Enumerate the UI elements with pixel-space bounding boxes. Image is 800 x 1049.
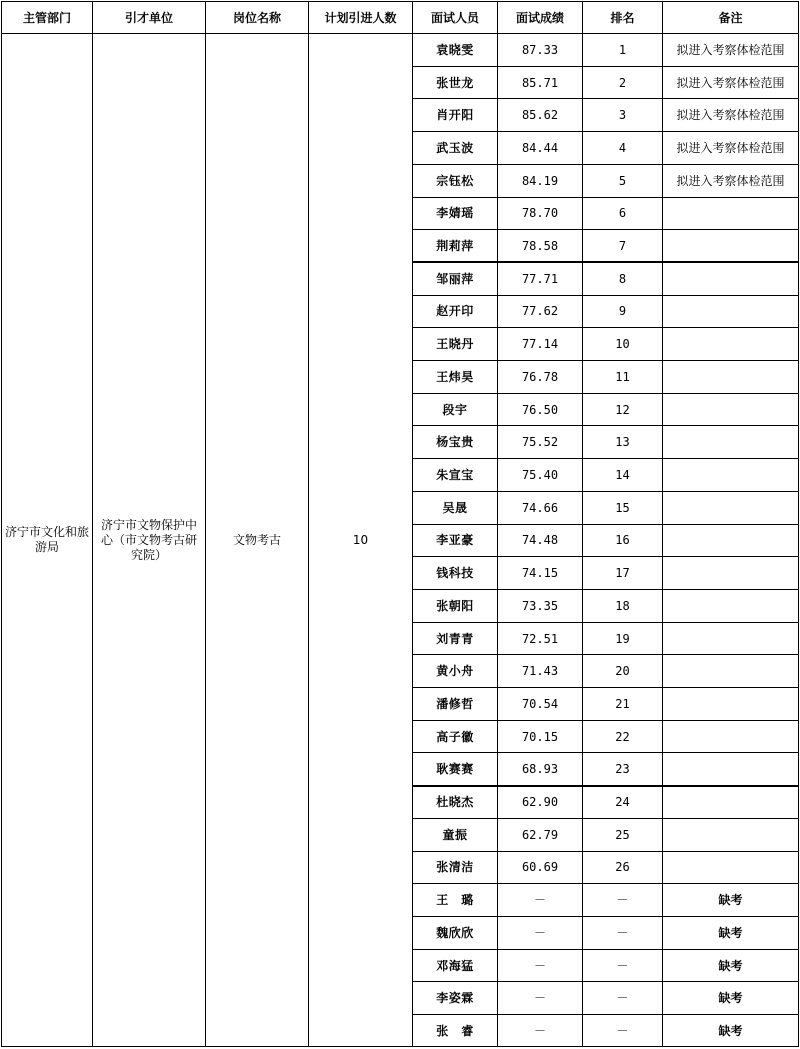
person-name: 袁晓雯 <box>413 34 498 67</box>
remark <box>663 426 799 459</box>
remark <box>663 262 799 295</box>
interview-score: 70.15 <box>498 720 583 753</box>
rank-value: 21 <box>583 688 663 721</box>
interview-score: 76.78 <box>498 361 583 394</box>
remark: 缺考 <box>663 982 799 1015</box>
person-name: 李姿霖 <box>413 982 498 1015</box>
interview-score: － <box>498 1015 583 1047</box>
interview-score: 78.70 <box>498 197 583 230</box>
remark <box>663 851 799 884</box>
person-name: 张清洁 <box>413 851 498 884</box>
interview-score: － <box>498 916 583 949</box>
person-name: 荆莉萍 <box>413 230 498 263</box>
remark <box>663 688 799 721</box>
person-name: 王炜昊 <box>413 361 498 394</box>
interview-score: 68.93 <box>498 753 583 786</box>
person-name: 李亚豪 <box>413 524 498 557</box>
interview-score: 87.33 <box>498 34 583 67</box>
remark <box>663 589 799 622</box>
remark <box>663 459 799 492</box>
rank-value: － <box>583 982 663 1015</box>
person-name: 段宇 <box>413 393 498 426</box>
rank-value: 15 <box>583 491 663 524</box>
interview-score: － <box>498 949 583 982</box>
header-row <box>2 2 799 34</box>
person-name: 杜晓杰 <box>413 786 498 819</box>
person-name: 童振 <box>413 818 498 851</box>
interview-score: 76.50 <box>498 393 583 426</box>
rank-value: － <box>583 884 663 917</box>
header-person: 面试人员 <box>413 2 498 34</box>
interview-score: 60.69 <box>498 851 583 884</box>
interview-score: 71.43 <box>498 655 583 688</box>
header-unit: 引才单位 <box>93 2 206 34</box>
dept-cell: 济宁市文化和旅游局 <box>2 34 93 1047</box>
rank-value: － <box>583 949 663 982</box>
rank-value: 23 <box>583 753 663 786</box>
interview-score: 85.71 <box>498 66 583 99</box>
remark: 拟进入考察体检范围 <box>663 34 799 67</box>
remark: 缺考 <box>663 916 799 949</box>
interview-score: 84.44 <box>498 132 583 165</box>
remark: 缺考 <box>663 1015 799 1047</box>
remark <box>663 361 799 394</box>
person-name: 肖开阳 <box>413 99 498 132</box>
person-name: 吴晟 <box>413 491 498 524</box>
remark <box>663 818 799 851</box>
interview-score: － <box>498 884 583 917</box>
remark <box>663 786 799 819</box>
interview-score: 74.15 <box>498 557 583 590</box>
interview-score: 73.35 <box>498 589 583 622</box>
remark <box>663 720 799 753</box>
remark: 拟进入考察体检范围 <box>663 66 799 99</box>
header-score: 面试成绩 <box>498 2 583 34</box>
post-cell: 文物考古 <box>206 34 309 1047</box>
person-name: 魏欣欣 <box>413 916 498 949</box>
person-name: 刘青青 <box>413 622 498 655</box>
remark <box>663 328 799 361</box>
interview-score: 85.62 <box>498 99 583 132</box>
person-name: 邓海猛 <box>413 949 498 982</box>
rank-value: 7 <box>583 230 663 263</box>
interview-score: 74.66 <box>498 491 583 524</box>
interview-score: 74.48 <box>498 524 583 557</box>
person-name: 王 璐 <box>413 884 498 917</box>
interview-score: 70.54 <box>498 688 583 721</box>
interview-score: － <box>498 982 583 1015</box>
remark <box>663 491 799 524</box>
interview-results-table <box>1 1 799 1047</box>
header-note: 备注 <box>663 2 799 34</box>
remark <box>663 197 799 230</box>
rank-value: 1 <box>583 34 663 67</box>
remark <box>663 524 799 557</box>
interview-score: 62.79 <box>498 818 583 851</box>
rank-value: 17 <box>583 557 663 590</box>
person-name: 赵开印 <box>413 295 498 328</box>
person-name: 钱科技 <box>413 557 498 590</box>
unit-cell: 济宁市文物保护中心（市文物考古研究院） <box>93 34 206 1047</box>
person-name: 潘修哲 <box>413 688 498 721</box>
remark <box>663 557 799 590</box>
rank-value: 11 <box>583 361 663 394</box>
interview-score: 75.40 <box>498 459 583 492</box>
interview-score: 72.51 <box>498 622 583 655</box>
person-name: 杨宝贵 <box>413 426 498 459</box>
header-dept: 主管部门 <box>2 2 93 34</box>
rank-value: 25 <box>583 818 663 851</box>
remark <box>663 295 799 328</box>
rank-value: 6 <box>583 197 663 230</box>
person-name: 张世龙 <box>413 66 498 99</box>
rank-value: 2 <box>583 66 663 99</box>
remark <box>663 655 799 688</box>
rank-value: 8 <box>583 262 663 295</box>
remark: 拟进入考察体检范围 <box>663 132 799 165</box>
remark <box>663 393 799 426</box>
person-name: 王晓丹 <box>413 328 498 361</box>
rank-value: 18 <box>583 589 663 622</box>
rank-value: 19 <box>583 622 663 655</box>
interview-score: 84.19 <box>498 164 583 197</box>
rank-value: 13 <box>583 426 663 459</box>
person-name: 宗钰松 <box>413 164 498 197</box>
plan-cell: 10 <box>309 34 413 1047</box>
person-name: 高子徽 <box>413 720 498 753</box>
rank-value: 24 <box>583 786 663 819</box>
person-name: 李婧瑶 <box>413 197 498 230</box>
interview-score: 77.14 <box>498 328 583 361</box>
table-row <box>2 34 799 67</box>
rank-value: 5 <box>583 164 663 197</box>
remark <box>663 622 799 655</box>
rank-value: 3 <box>583 99 663 132</box>
rank-value: － <box>583 916 663 949</box>
rank-value: 4 <box>583 132 663 165</box>
interview-score: 77.62 <box>498 295 583 328</box>
remark: 缺考 <box>663 884 799 917</box>
header-plan: 计划引进人数 <box>309 2 413 34</box>
person-name: 黄小舟 <box>413 655 498 688</box>
remark <box>663 753 799 786</box>
rank-value: 14 <box>583 459 663 492</box>
rank-value: 16 <box>583 524 663 557</box>
remark: 缺考 <box>663 949 799 982</box>
rank-value: 10 <box>583 328 663 361</box>
person-name: 邹丽萍 <box>413 262 498 295</box>
header-post: 岗位名称 <box>206 2 309 34</box>
interview-score: 78.58 <box>498 230 583 263</box>
person-name: 张 睿 <box>413 1015 498 1047</box>
remark <box>663 230 799 263</box>
rank-value: 22 <box>583 720 663 753</box>
interview-score: 75.52 <box>498 426 583 459</box>
interview-score: 62.90 <box>498 786 583 819</box>
person-name: 耿赛赛 <box>413 753 498 786</box>
rank-value: 20 <box>583 655 663 688</box>
remark: 拟进入考察体检范围 <box>663 99 799 132</box>
rank-value: 26 <box>583 851 663 884</box>
person-name: 武玉波 <box>413 132 498 165</box>
rank-value: － <box>583 1015 663 1047</box>
remark: 拟进入考察体检范围 <box>663 164 799 197</box>
rank-value: 12 <box>583 393 663 426</box>
person-name: 朱宣宝 <box>413 459 498 492</box>
rank-value: 9 <box>583 295 663 328</box>
interview-score: 77.71 <box>498 262 583 295</box>
person-name: 张朝阳 <box>413 589 498 622</box>
header-rank: 排名 <box>583 2 663 34</box>
